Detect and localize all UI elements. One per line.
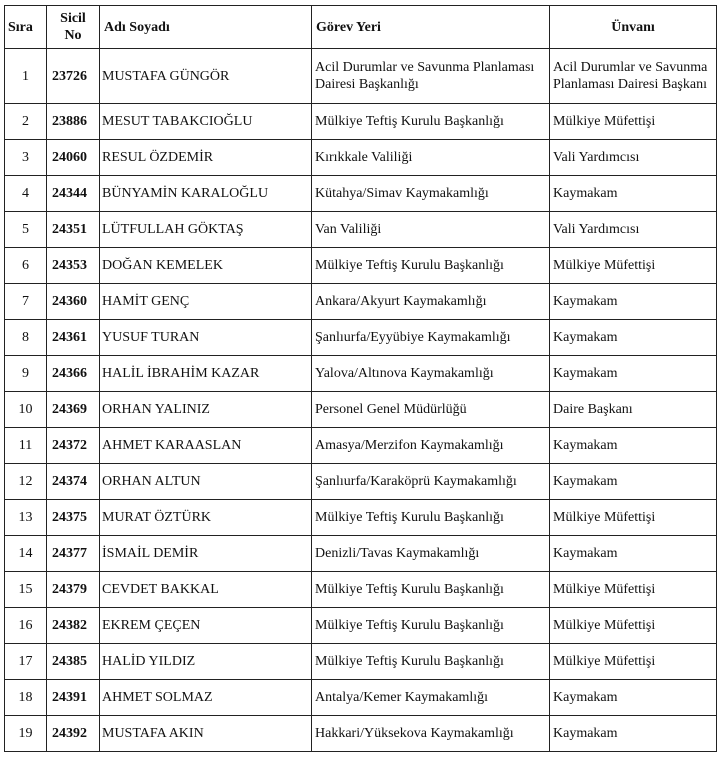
row-adi-soyadi: YUSUF TURAN	[100, 320, 312, 356]
row-adi-soyadi: ORHAN YALINIZ	[100, 392, 312, 428]
row-unvani: Mülkiye Müfettişi	[550, 644, 717, 680]
table-row	[5, 320, 717, 356]
row-adi-soyadi: BÜNYAMİN KARALOĞLU	[100, 176, 312, 212]
row-sira: 17	[5, 644, 47, 680]
header-unvani: Ünvanı	[550, 6, 717, 49]
row-sicil-no: 24379	[47, 572, 100, 608]
table-header-row	[5, 6, 717, 49]
row-sira: 2	[5, 104, 47, 140]
row-unvani: Kaymakam	[550, 536, 717, 572]
row-unvani: Mülkiye Müfettişi	[550, 104, 717, 140]
row-sira: 13	[5, 500, 47, 536]
row-sicil-no: 24385	[47, 644, 100, 680]
table-row	[5, 248, 717, 284]
row-sicil-no: 24375	[47, 500, 100, 536]
row-sira: 19	[5, 716, 47, 752]
row-sicil-no: 23726	[47, 49, 100, 104]
table-row	[5, 536, 717, 572]
row-sicil-no: 24360	[47, 284, 100, 320]
table-row	[5, 176, 717, 212]
row-gorev-yeri: Kütahya/Simav Kaymakamlığı	[312, 176, 550, 212]
row-sira: 5	[5, 212, 47, 248]
row-sicil-no: 24377	[47, 536, 100, 572]
personnel-table	[4, 5, 717, 752]
row-gorev-yeri: Şanlıurfa/Karaköprü Kaymakamlığı	[312, 464, 550, 500]
row-adi-soyadi: CEVDET BAKKAL	[100, 572, 312, 608]
row-unvani: Kaymakam	[550, 176, 717, 212]
row-adi-soyadi: MUSTAFA AKIN	[100, 716, 312, 752]
row-unvani: Mülkiye Müfettişi	[550, 572, 717, 608]
row-gorev-yeri: Şanlıurfa/Eyyübiye Kaymakamlığı	[312, 320, 550, 356]
table-row	[5, 284, 717, 320]
table-row	[5, 464, 717, 500]
row-sira: 11	[5, 428, 47, 464]
row-unvani: Kaymakam	[550, 716, 717, 752]
row-adi-soyadi: HAMİT GENÇ	[100, 284, 312, 320]
row-adi-soyadi: DOĞAN KEMELEK	[100, 248, 312, 284]
row-unvani: Kaymakam	[550, 428, 717, 464]
row-unvani: Vali Yardımcısı	[550, 212, 717, 248]
row-gorev-yeri: Kırıkkale Valiliği	[312, 140, 550, 176]
row-gorev-yeri: Amasya/Merzifon Kaymakamlığı	[312, 428, 550, 464]
header-adi-soyadi: Adı Soyadı	[100, 6, 312, 49]
row-adi-soyadi: İSMAİL DEMİR	[100, 536, 312, 572]
row-gorev-yeri: Personel Genel Müdürlüğü	[312, 392, 550, 428]
row-adi-soyadi: HALİL İBRAHİM KAZAR	[100, 356, 312, 392]
row-sira: 3	[5, 140, 47, 176]
row-adi-soyadi: ORHAN ALTUN	[100, 464, 312, 500]
row-sira: 9	[5, 356, 47, 392]
row-adi-soyadi: MUSTAFA GÜNGÖR	[100, 49, 312, 104]
table-row	[5, 356, 717, 392]
table-row	[5, 644, 717, 680]
table-row	[5, 104, 717, 140]
row-sicil-no: 24060	[47, 140, 100, 176]
row-unvani: Daire Başkanı	[550, 392, 717, 428]
table-row	[5, 572, 717, 608]
row-gorev-yeri: Ankara/Akyurt Kaymakamlığı	[312, 284, 550, 320]
row-sira: 15	[5, 572, 47, 608]
row-unvani: Kaymakam	[550, 320, 717, 356]
row-gorev-yeri: Van Valiliği	[312, 212, 550, 248]
table-row	[5, 49, 717, 104]
row-gorev-yeri: Mülkiye Teftiş Kurulu Başkanlığı	[312, 572, 550, 608]
row-adi-soyadi: AHMET SOLMAZ	[100, 680, 312, 716]
row-gorev-yeri: Acil Durumlar ve Savunma Planlaması Dairesi Başkanlığı	[312, 49, 550, 104]
row-sicil-no: 23886	[47, 104, 100, 140]
row-unvani: Mülkiye Müfettişi	[550, 248, 717, 284]
row-sicil-no: 24372	[47, 428, 100, 464]
row-sira: 14	[5, 536, 47, 572]
header-sira: Sıra	[5, 6, 47, 49]
table-row	[5, 212, 717, 248]
row-sicil-no: 24382	[47, 608, 100, 644]
table-row	[5, 608, 717, 644]
row-gorev-yeri: Hakkari/Yüksekova Kaymakamlığı	[312, 716, 550, 752]
row-sira: 7	[5, 284, 47, 320]
row-sira: 16	[5, 608, 47, 644]
header-sicil-no: Sicil No	[47, 6, 100, 49]
row-gorev-yeri: Yalova/Altınova Kaymakamlığı	[312, 356, 550, 392]
header-gorev-yeri: Görev Yeri	[312, 6, 550, 49]
row-sicil-no: 24392	[47, 716, 100, 752]
row-adi-soyadi: AHMET KARAASLAN	[100, 428, 312, 464]
row-unvani: Kaymakam	[550, 356, 717, 392]
row-sicil-no: 24353	[47, 248, 100, 284]
row-sicil-no: 24369	[47, 392, 100, 428]
row-sicil-no: 24344	[47, 176, 100, 212]
row-adi-soyadi: HALİD YILDIZ	[100, 644, 312, 680]
row-adi-soyadi: MURAT ÖZTÜRK	[100, 500, 312, 536]
row-unvani: Kaymakam	[550, 680, 717, 716]
row-sira: 4	[5, 176, 47, 212]
row-sira: 10	[5, 392, 47, 428]
row-unvani: Vali Yardımcısı	[550, 140, 717, 176]
row-unvani: Kaymakam	[550, 464, 717, 500]
row-adi-soyadi: RESUL ÖZDEMİR	[100, 140, 312, 176]
table-row	[5, 680, 717, 716]
table-row	[5, 140, 717, 176]
row-adi-soyadi: EKREM ÇEÇEN	[100, 608, 312, 644]
row-sira: 1	[5, 49, 47, 104]
row-gorev-yeri: Mülkiye Teftiş Kurulu Başkanlığı	[312, 248, 550, 284]
table-row	[5, 392, 717, 428]
row-adi-soyadi: LÜTFULLAH GÖKTAŞ	[100, 212, 312, 248]
row-unvani: Acil Durumlar ve Savunma Planlaması Dairesi Başkanı	[550, 49, 717, 104]
row-unvani: Kaymakam	[550, 284, 717, 320]
row-unvani: Mülkiye Müfettişi	[550, 500, 717, 536]
row-gorev-yeri: Denizli/Tavas Kaymakamlığı	[312, 536, 550, 572]
row-sicil-no: 24366	[47, 356, 100, 392]
row-sicil-no: 24391	[47, 680, 100, 716]
row-sira: 12	[5, 464, 47, 500]
row-sicil-no: 24361	[47, 320, 100, 356]
row-sicil-no: 24374	[47, 464, 100, 500]
row-adi-soyadi: MESUT TABAKCIOĞLU	[100, 104, 312, 140]
row-sira: 8	[5, 320, 47, 356]
table-row	[5, 500, 717, 536]
row-gorev-yeri: Antalya/Kemer Kaymakamlığı	[312, 680, 550, 716]
row-sira: 18	[5, 680, 47, 716]
table-body	[5, 49, 717, 752]
row-unvani: Mülkiye Müfettişi	[550, 608, 717, 644]
row-gorev-yeri: Mülkiye Teftiş Kurulu Başkanlığı	[312, 644, 550, 680]
table-row	[5, 428, 717, 464]
row-gorev-yeri: Mülkiye Teftiş Kurulu Başkanlığı	[312, 608, 550, 644]
row-sicil-no: 24351	[47, 212, 100, 248]
row-gorev-yeri: Mülkiye Teftiş Kurulu Başkanlığı	[312, 500, 550, 536]
row-gorev-yeri: Mülkiye Teftiş Kurulu Başkanlığı	[312, 104, 550, 140]
row-sira: 6	[5, 248, 47, 284]
table-row	[5, 716, 717, 752]
